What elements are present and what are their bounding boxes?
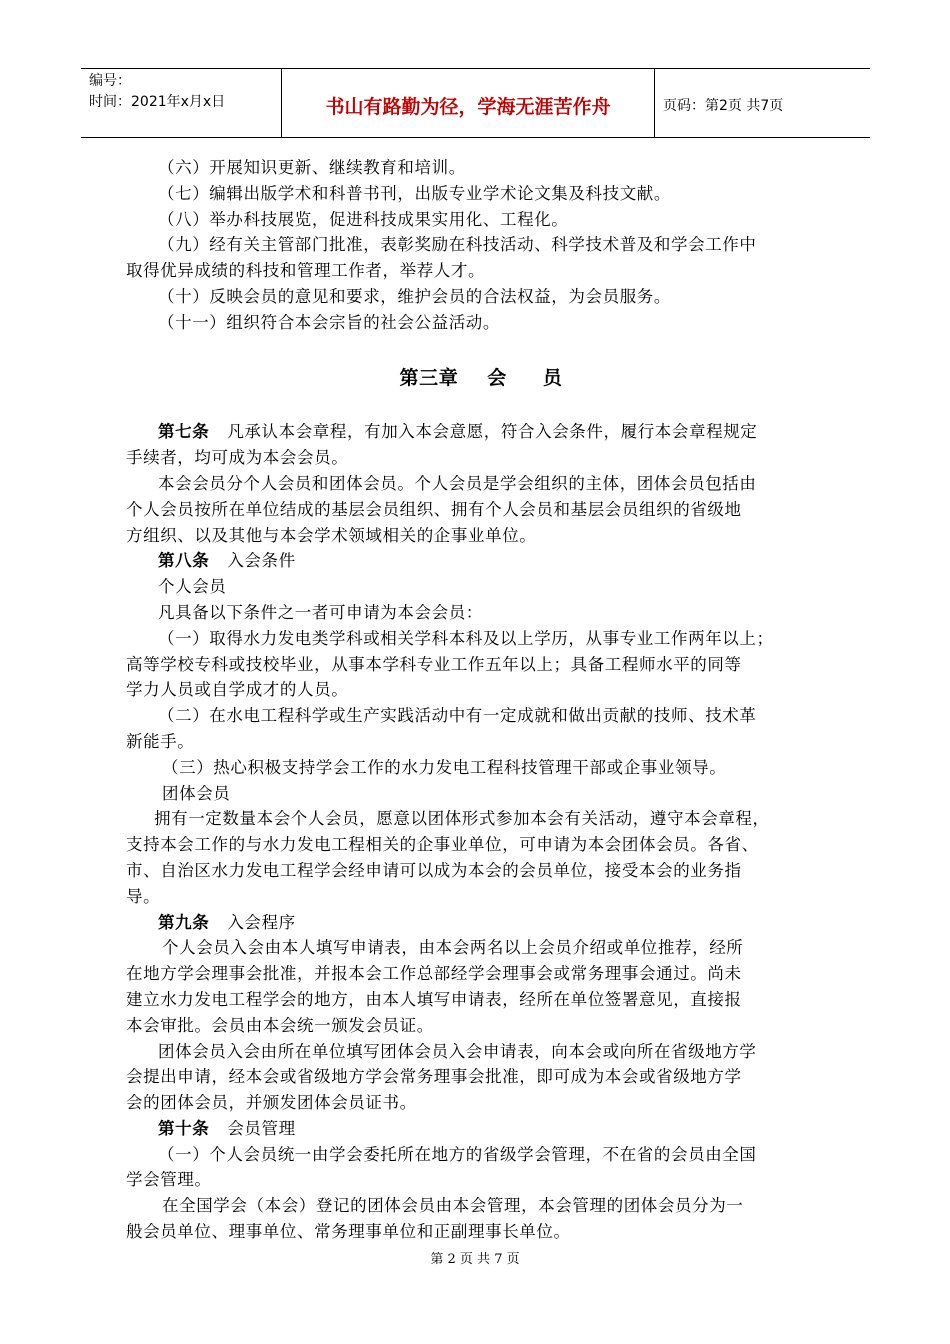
article-8 [126,548,836,574]
doc-number-label: 编号： [89,73,131,89]
chapter-title: 第三章 会 员 [399,366,563,389]
text-line: （八）举办科技展览，促进科技成果实用化、工程化。 [158,209,569,229]
article-title: 第十条 [158,1118,210,1138]
text-line: 般会员单位、理事单位、常务理事单位和正副理事长单位。 [126,1222,571,1242]
text-line: 新能手。 [126,731,195,751]
header-meta [81,69,282,137]
text-line: 个人会员入会由本人填写申请表，由本会两名以上会员介绍或单位推荐，经所 [162,938,744,958]
text-line: 方组织、以及其他与本会学术领域相关的企事业单位。 [126,525,537,545]
text-line: （三）热心积极支持学会工作的水力发电工程科技管理干部或企事业领导。 [162,757,727,777]
text-line: 会员管理 [227,1118,296,1138]
text-line: 本会审批。会员由本会统一颁发会员证。 [126,1015,434,1035]
text-line: （十）反映会员的意见和要求，维护会员的合法权益，为会员服务。 [158,286,671,306]
text-line: （七）编辑出版学术和科普书刊，出版专业学术论文集及科技文献。 [158,183,671,203]
text-line: 高等学校专科或技校毕业，从事本学科专业工作五年以上；具备工程师水平的同等 [126,654,742,674]
text-line: 市、自治区水力发电工程学会经申请可以成为本会的会员单位，接受本会的业务指 [126,860,742,880]
text-line: 建立水力发电工程学会的地方，由本人填写申请表，经所在单位签署意见，直接报 [126,989,742,1009]
text-line: 学力人员或自学成才的人员。 [126,680,349,700]
text-line: 团体会员入会由所在单位填写团体会员入会申请表，向本会或向所在省级地方学 [158,1041,757,1061]
text-line: 支持本会工作的与水力发电工程相关的企事业单位，可申请为本会团体会员。各省、 [126,835,759,855]
text-line: （二）在水电工程科学或生产实践活动中有一定成就和做出贡献的技师、技术革 [158,706,757,726]
text-line: （十一）组织符合本会宗旨的社会公益活动。 [158,312,500,332]
text-line: 学会管理。 [126,1170,212,1190]
article-title: 第七条 [158,422,210,442]
text-line: 在全国学会（本会）登记的团体会员由本会管理，本会管理的团体会员分为一 [162,1196,744,1216]
text-line: 团体会员 [162,783,231,803]
text-line: 凡具备以下条件之一者可申请为本会会员： [158,602,483,622]
doc-time-label: 时间：2021年x月x日 [89,94,226,110]
text-line: 导。 [126,886,161,906]
document-body [126,155,836,1245]
text-line: （九）经有关主管部门批准，表彰奖励在科技活动、科学技术普及和学会工作中 [158,235,757,255]
article-title: 第八条 [158,551,210,571]
text-line: 在地方学会理事会批准，并报本会工作总部经学会理事会或常务理事会通过。尚未 [126,964,742,984]
text-line: （六）开展知识更新、继续教育和培训。 [158,158,466,177]
text-line: 入会程序 [227,912,296,932]
text-line: 本会会员分个人会员和团体会员。个人会员是学会组织的主体，团体会员包括由 [158,473,757,493]
text-line: 凡承认本会章程，有加入本会意愿，符合入会条件，履行本会章程规定 [227,422,758,442]
header-motto: 书山有路勤为径，学海无涯苦作舟 [282,69,655,137]
text-line: 个人会员按所在单位结成的基层会员组织、拥有个人会员和基层会员组织的省级地 [126,499,742,519]
header-page-info: 页码：第2页 共7页 [663,98,784,114]
page-header [81,68,870,138]
page-footer: 第 2 页 共 7 页 [430,1252,520,1267]
text-line: 会提出申请，经本会或省级地方学会常务理事会批准，即可成为本会或省级地方学 [126,1067,742,1087]
text-line: 取得优异成绩的科技和管理工作者，举荐人才。 [126,261,486,281]
text-line: （一）取得水力发电类学科或相关学科本科及以上学历，从事专业工作两年以上； [158,628,774,648]
text-line: 拥有一定数量本会个人会员，愿意以团体形式参加本会有关活动，遵守本会章程， [154,809,770,829]
article-10 [126,1116,836,1142]
text-line: 个人会员 [158,577,227,597]
text-line: 入会条件 [227,551,296,571]
article-9 [126,910,836,936]
article-title: 第九条 [158,912,210,932]
text-line: 手续者，均可成为本会会员。 [126,448,349,468]
article-7 [126,419,836,445]
text-line: 会的团体会员，并颁发团体会员证书。 [126,1093,417,1113]
text-line: （一）个人会员统一由学会委托所在地方的省级学会管理，不在省的会员由全国 [158,1144,757,1164]
